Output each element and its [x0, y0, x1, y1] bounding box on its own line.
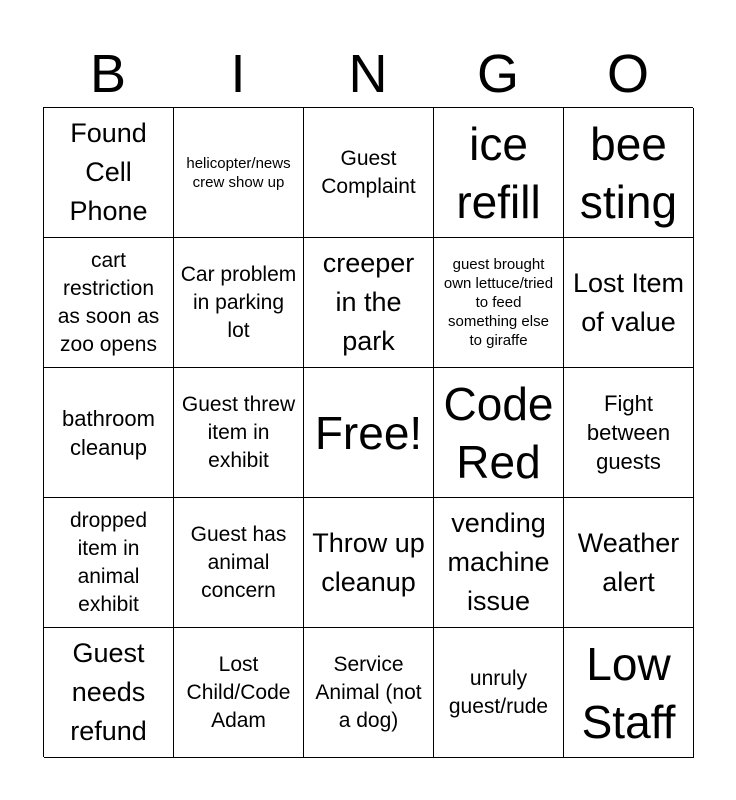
cell-label: Free!: [314, 406, 423, 459]
cell-label: bathroom cleanup: [62, 405, 155, 460]
bingo-cell[interactable]: [174, 108, 304, 238]
bingo-cell[interactable]: [174, 498, 304, 628]
bingo-cell[interactable]: [304, 108, 434, 238]
cell-label: Throw up cleanup: [312, 527, 425, 597]
cell-label: Low Staff: [581, 637, 676, 748]
cell-label: Lost Item of value: [572, 267, 685, 337]
bingo-cell[interactable]: [564, 498, 694, 628]
header-letter-g: G: [476, 44, 519, 104]
header-letter-b: B: [89, 44, 127, 104]
bingo-cell[interactable]: [434, 628, 564, 758]
free-space[interactable]: [304, 368, 434, 498]
bingo-cell[interactable]: [564, 628, 694, 758]
cell-label: creeper in the park: [322, 248, 415, 356]
cell-label: Found Cell Phone: [69, 118, 148, 226]
cell-label: Car problem in parking lot: [180, 262, 297, 342]
cell-label: Guest needs refund: [70, 638, 147, 746]
bingo-cell[interactable]: [174, 368, 304, 498]
bingo-cell[interactable]: [174, 238, 304, 368]
cell-label: Guest has animal concern: [190, 522, 287, 602]
cell-label: Service Animal (not a dog): [315, 652, 422, 732]
cell-label: Lost Child/Code Adam: [186, 652, 291, 732]
header-letter-n: N: [348, 44, 388, 104]
bingo-cell[interactable]: [434, 238, 564, 368]
bingo-cell[interactable]: [44, 108, 174, 238]
bingo-header: [43, 40, 693, 108]
bingo-cell[interactable]: [564, 108, 694, 238]
bingo-board: [43, 107, 693, 757]
cell-label: unruly guest/rude: [448, 666, 549, 718]
cell-label: Weather alert: [577, 527, 680, 597]
header-letter-o: O: [606, 44, 649, 104]
cell-label: Guest Complaint: [321, 146, 416, 198]
bingo-cell[interactable]: [44, 628, 174, 758]
bingo-cell[interactable]: [174, 628, 304, 758]
bingo-cell[interactable]: [44, 238, 174, 368]
header-letter-i: I: [230, 44, 246, 104]
cell-label: guest brought own lettuce/tried to feed something else to giraffe: [443, 256, 554, 349]
bingo-cell[interactable]: [44, 498, 174, 628]
cell-label: ice refill: [456, 117, 541, 228]
bingo-cell[interactable]: [434, 498, 564, 628]
cell-label: helicopter/news crew show up: [186, 154, 291, 191]
bingo-cell[interactable]: [564, 368, 694, 498]
bingo-cell[interactable]: [304, 498, 434, 628]
cell-label: vending machine issue: [447, 508, 550, 616]
bingo-cell[interactable]: [434, 368, 564, 498]
cell-label: cart restriction as soon as zoo opens: [57, 248, 160, 356]
cell-label: dropped item in animal exhibit: [69, 508, 148, 616]
bingo-cell[interactable]: [564, 238, 694, 368]
cell-label: Guest threw item in exhibit: [181, 392, 296, 472]
bingo-cell[interactable]: [44, 368, 174, 498]
cell-label: Code Red: [443, 377, 554, 488]
bingo-cell[interactable]: [304, 628, 434, 758]
cell-label: bee sting: [579, 117, 678, 228]
bingo-cell[interactable]: [304, 238, 434, 368]
cell-label: Fight between guests: [586, 391, 671, 474]
bingo-cell[interactable]: [434, 108, 564, 238]
